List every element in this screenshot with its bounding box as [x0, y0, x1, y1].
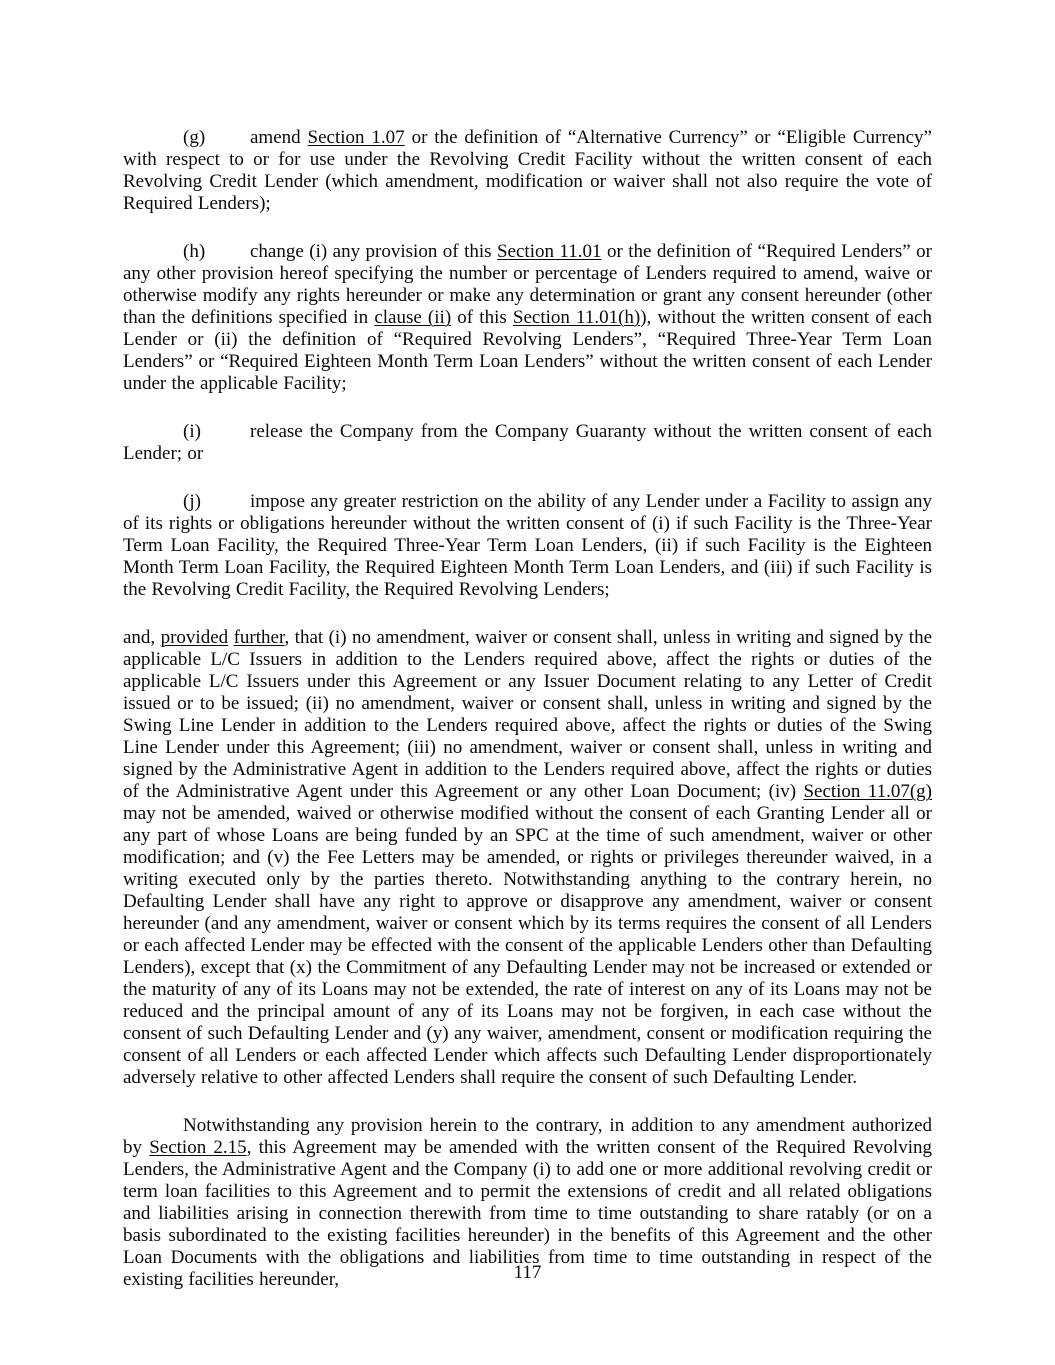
text-run: Notwithstanding any provision herein to the contrary, in addition to any amendment authorized by — [123, 1115, 932, 1158]
text-run: , that (i) no amendment, waiver or consent shall, unless in writing and signed by the applicable L/C Issuers in addition to the Lenders required above, affect the rights or duties of the applicable L/C Issuers under this Agreement or any Issuer Document relating to any Letter of Credit issued or to be issued; (ii) no amendment, waiver or consent shall, unless in writing and signed by the Swing Line Lender in addition to the Lenders required above, affect the rights or duties of the Swing Line Lender under this Agreement; (iii) no amendment, waiver or consent shall, unless in writing and signed by the Administrative Agent in addition to the Lenders required above, affect the rights or duties of the Administrative Agent under this Agreement or any other Loan Document; (iv) — [123, 627, 932, 802]
proviso-paragraph — [123, 627, 932, 1089]
text-run: may not be amended, waived or otherwise modified without the consent of each Granting Lender all or any part of whose Loans are being funded by an SPC at the time of such amendment, waiver or other modification; and (v) the Fee Letters may be amended, or rights or privileges thereunder waived, in a writing executed only by the parties thereto. Notwithstanding anything to the contrary herein, no Defaulting Lender shall have any right to approve or disapprove any amendment, waiver or consent hereunder (and any amendment, waiver or consent which by its terms requires the consent of all Lenders or each affected Lender may be effected with the consent of the applicable Lenders other than Defaulting Lenders), except that (x) the Commitment of any Defaulting Lender may not be increased or extended or the maturity of any of its Loans may not be extended, the rate of interest on any of its Loans may not be reduced and the principal amount of any of its Loans may not be forgiven, in each case without the consent of such Defaulting Lender and (y) any waiver, amendment, consent or modification requiring the consent of all Lenders or each affected Lender which affects such Defaulting Lender disproportionately adversely relative to other affected Lenders shall require the consent of such Defaulting Lender. — [123, 803, 932, 1088]
section-reference: provided — [160, 627, 229, 648]
clause-label: (g) — [183, 127, 206, 148]
section-reference: Section 1.07 — [307, 127, 405, 148]
text-run: amend — [250, 127, 308, 148]
text-run: ), without the written consent of each Lender or (ii) the definition of “Required Revolving Lenders”, “Required Three-Year Term Loan Lenders” or “Required Eighteen Month Term Loan Lenders” without the written consent of each Lender under the applicable Facility; — [123, 307, 932, 394]
section-reference: clause (ii) — [374, 307, 452, 328]
page-number: 117 — [513, 1262, 542, 1283]
text-run: change (i) any provision of this — [250, 241, 497, 262]
text-run: release the Company from the Company Guaranty without the written consent of each Lender; or — [123, 421, 932, 464]
section-reference: Section 11.01 — [496, 241, 602, 262]
clause-i-paragraph — [123, 421, 932, 465]
section-reference: Section 11.01(h) — [512, 307, 641, 328]
section-reference: further — [233, 627, 285, 648]
document-text — [123, 127, 932, 1291]
clause-j-paragraph — [123, 491, 932, 601]
text-run: impose any greater restriction on the ability of any Lender under a Facility to assign any of its rights or obligations hereunder without the written consent of (i) if such Facility is the Three-Year Term Loan Facility, the Required Three-Year Term Loan Lenders, (ii) if such Facility is the Eighteen Month Term Loan Facility, the Required Eighteen Month Term Loan Lenders, and (iii) if such Facility is the Revolving Credit Facility, the Required Revolving Lenders; — [123, 491, 932, 600]
clause-label: (j) — [183, 491, 201, 512]
text-run: or the definition of “Required Lenders” or any other provision hereof specifying the number or percentage of Lenders required to amend, waive or otherwise modify any rights hereunder or make any determination or grant any consent hereunder (other than the definitions specified in — [123, 241, 932, 328]
clause-g-paragraph — [123, 127, 932, 215]
clause-label: (h) — [183, 241, 206, 262]
text-run: of this — [451, 307, 513, 328]
section-reference: Section 11.07(g) — [803, 781, 932, 802]
text-run: , this Agreement may be amended with the written consent of the Required Revolving Lenders, the Administrative Agent and the Company (i) to add one or more additional revolving credit or term loan facilities to this Agreement and to permit the extensions of credit and all related obligations and liabilities arising in connection therewith from time to time outstanding to share ratably (or on a basis subordinated to the existing facilities hereunder) in the benefits of this Agreement and the other Loan Documents with the obligations and liabilities from time to time outstanding in respect of the existing facilities hereunder, — [123, 1137, 932, 1290]
section-reference: Section 2.15 — [149, 1137, 247, 1158]
clause-h-paragraph — [123, 241, 932, 395]
text-run: or the definition of “Alternative Currency” or “Eligible Currency” with respect to or for use under the Revolving Credit Facility without the written consent of each Revolving Credit Lender (which amendment, modification or waiver shall not also require the vote of Required Lenders); — [123, 127, 932, 214]
text-run: and, — [123, 627, 161, 648]
clause-label: (i) — [183, 421, 201, 442]
